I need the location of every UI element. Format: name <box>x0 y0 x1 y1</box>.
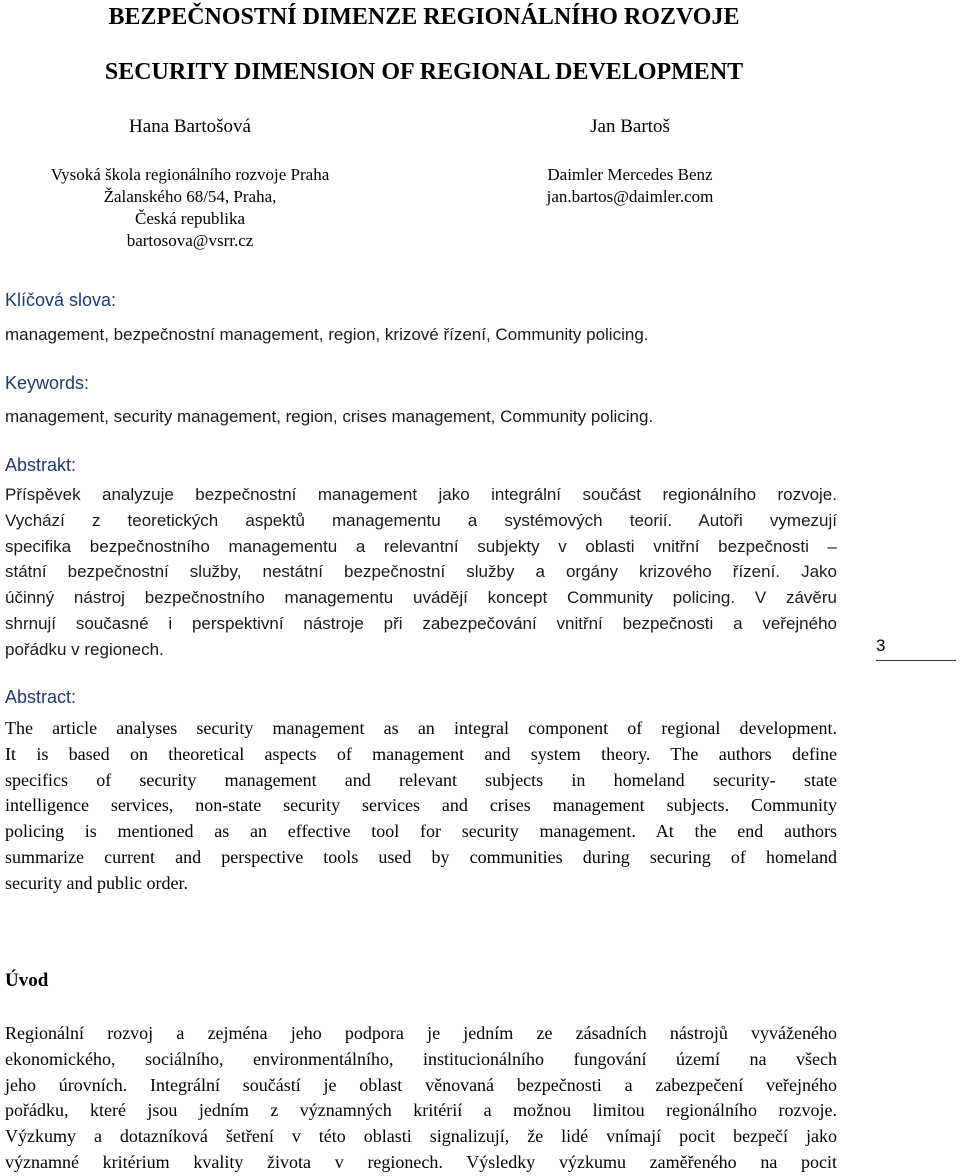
affiliation-line: Vysoká škola regionálního rozvoje Praha <box>50 165 330 184</box>
body-line: jeho úrovních. Integrální součástí je oblast věnovaná bezpečnosti a zabezpečení veřejného <box>5 1074 837 1095</box>
intro-body <box>5 1021 837 1176</box>
body-line: pořádku, které jsou jedním z významných kritérií a možnou limitou regionálního rozvoje. <box>5 1100 837 1121</box>
abstract-line: intelligence services, non-state security services and crises management subjects. Community <box>5 795 837 816</box>
keywords-cs-text <box>5 322 837 348</box>
body-line: Regionální rozvoj a zejména jeho podpora je jedním ze zásadních nástrojů vyváženého <box>5 1023 837 1043</box>
author-name-second: Jan Bartoš <box>590 116 670 137</box>
abstract-line: shrnují současné i perspektivní nástroje při zabezpečování vnitřní bezpečnosti a veřejného <box>5 613 837 633</box>
abstract-cs-label: Abstrakt: <box>5 455 77 475</box>
body-line: Výzkumy a dotazníková šetření v této oblasti signalizují, že lidé vnímají pocit bezpečí jako <box>5 1126 837 1147</box>
abstract-line: security and public order. <box>5 872 188 893</box>
author-name-first: Hana Bartošová <box>129 116 251 137</box>
abstract-line: státní bezpečnostní služby, nestátní bezpečnostní služby a orgány krizového řízení. Jako <box>5 562 837 582</box>
body-line: významné kritérium kvality života v regionech. Výsledky výzkumu zaměřeného na pocit <box>5 1151 837 1172</box>
author-affiliation-second <box>450 164 810 208</box>
abstract-en-body <box>5 716 837 897</box>
abstract-line: The article analyses security management as an integral component of regional development. <box>5 718 837 738</box>
abstract-line: It is based on theoretical aspects of management and system theory. The authors define <box>5 743 837 764</box>
abstract-line: Příspěvek analyzuje bezpečnostní management jako integrální součást regionálního rozvoje. <box>5 485 837 504</box>
affiliation-line: Žalanského 68/54, Praha, <box>103 187 277 206</box>
author-affiliation-first <box>10 164 370 252</box>
page-number-rule <box>876 660 956 661</box>
title-czech: BEZPEČNOSTNÍ DIMENZE REGIONÁLNÍHO ROZVOJE <box>108 4 740 30</box>
author-email: bartosova@vsrr.cz <box>126 231 254 250</box>
keywords-en-text <box>5 404 837 430</box>
affiliation-line: Česká republika <box>135 209 245 228</box>
keywords-line: management, security management, region, crises management, Community policing. <box>5 407 654 426</box>
keywords-en-label: Keywords: <box>5 373 90 393</box>
abstract-line: specifika bezpečnostního managementu a relevantní subjekty v oblasti vnitřní bezpečnosti – <box>5 536 837 556</box>
keywords-line: management, bezpečnostní management, region, krizové řízení, Community policing. <box>5 325 649 344</box>
abstract-en-label: Abstract: <box>5 687 77 707</box>
section-heading-intro: Úvod <box>5 970 49 991</box>
title-english: SECURITY DIMENSION OF REGIONAL DEVELOPMENT <box>104 59 744 85</box>
abstract-line: pořádku v regionech. <box>5 639 164 659</box>
abstract-line: summarize current and perspective tools used by communities during securing of homeland <box>5 846 837 867</box>
author-email: jan.bartos@daimler.com <box>546 187 714 206</box>
abstract-line: policing is mentioned as an effective tool for security management. At the end authors <box>5 821 837 842</box>
keywords-cs-label: Klíčová slova: <box>5 290 117 310</box>
abstract-cs-body <box>5 482 837 663</box>
page-number: 3 <box>876 636 886 655</box>
body-line: ekonomického, sociálního, environmentálního, institucionálního fungování území na všech <box>5 1048 837 1069</box>
abstract-line: účinný nástroj bezpečnostního managementu uvádějí koncept Community policing. V závěru <box>5 588 837 608</box>
affiliation-line: Daimler Mercedes Benz <box>547 165 713 184</box>
abstract-line: Vychází z teoretických aspektů managementu a systémových teorií. Autoři vymezují <box>5 510 837 530</box>
abstract-line: specifics of security management and relevant subjects in homeland security- state <box>5 769 837 790</box>
